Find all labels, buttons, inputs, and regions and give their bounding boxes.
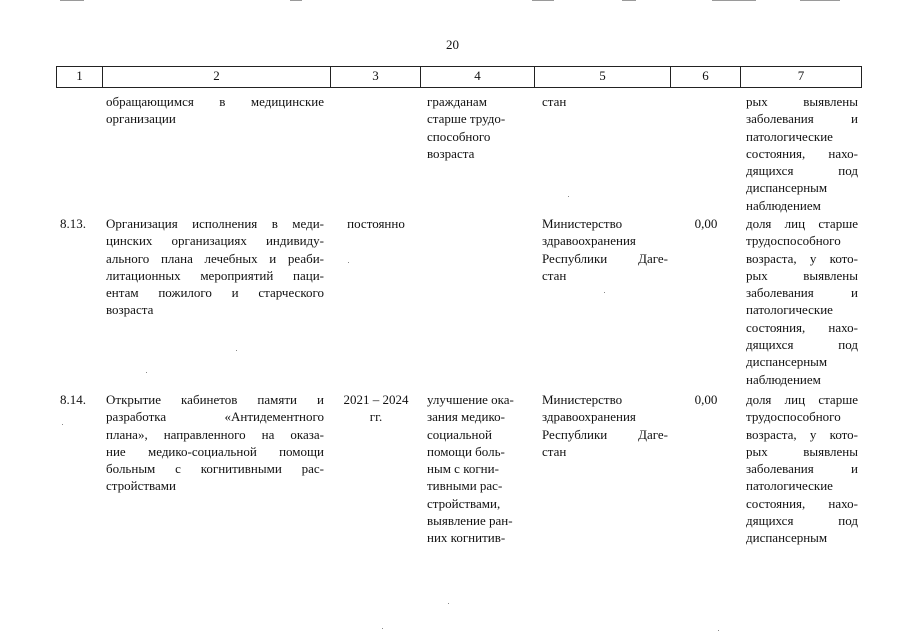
continuation-col4 — [427, 93, 535, 162]
text-line: состояния, нахо- — [746, 495, 858, 511]
header-col-5: 5 — [535, 67, 671, 87]
row-number: 8.13. — [60, 216, 86, 231]
text-line: 2021 – 2024 — [343, 392, 409, 407]
text-line: ального плана лечебных и реаби- — [106, 250, 324, 266]
text-line: Министерство — [542, 392, 623, 407]
text-line: старше трудо- — [427, 111, 506, 127]
text-line: состояния, нахо- — [746, 319, 858, 335]
row-executor — [542, 391, 668, 460]
text-line: стан — [542, 94, 567, 109]
text-line: диспансерным — [746, 354, 828, 370]
row-indicator — [746, 391, 858, 547]
text-line: диспансерным — [746, 530, 828, 546]
table-header-row — [56, 66, 862, 88]
text-line: заболевания и — [746, 461, 858, 477]
text-line: рых выявлены — [746, 94, 858, 109]
text-line: здравоохранения — [542, 409, 636, 425]
scan-line — [712, 0, 756, 1]
scan-speck — [568, 196, 569, 197]
text-line: обращающимся в медицинские — [106, 94, 324, 109]
text-line: дящихся под — [746, 513, 858, 529]
text-line: диспансерным — [746, 180, 828, 196]
row-indicator — [746, 215, 858, 388]
text-line: наблюдением — [746, 197, 821, 213]
text-line: улучшение ока- — [427, 392, 514, 407]
text-line: больным с когнитивными рас- — [106, 461, 324, 477]
text-line: Республики Даге- — [542, 250, 668, 266]
scan-speck — [146, 372, 147, 373]
text-line: наблюдением — [746, 371, 821, 387]
text-line: стан — [542, 267, 567, 283]
text-line: рых выявлены — [746, 443, 858, 459]
text-line: помощи боль- — [427, 443, 505, 459]
row-amount: 0,00 — [694, 392, 718, 407]
row-expected-result — [427, 391, 535, 547]
header-col-1: 1 — [57, 67, 103, 87]
text-line: гражданам — [427, 94, 487, 109]
text-line: разработка «Антидементного — [106, 409, 324, 425]
text-line: рых выявлены — [746, 267, 858, 283]
header-col-3: 3 — [331, 67, 421, 87]
text-line: выявление ран- — [427, 513, 513, 529]
text-line: здравоохранения — [542, 233, 636, 249]
text-line: них когнитив- — [427, 530, 506, 546]
text-line: трудоспособного — [746, 409, 841, 425]
text-line: тивными рас- — [427, 478, 503, 494]
text-line: Республики Даге- — [542, 426, 668, 442]
scan-line — [60, 0, 84, 1]
text-line: заболевания и — [746, 285, 858, 301]
text-line: патологические — [746, 302, 833, 318]
scan-speck — [382, 628, 383, 629]
text-line: цинских организациях индивиду- — [106, 233, 324, 249]
continuation-col5 — [542, 93, 670, 110]
page-number: 20 — [446, 37, 459, 52]
text-line: ние медико-социальной помощи — [106, 443, 324, 459]
text-line: заболевания и — [746, 111, 858, 127]
text-line: патологические — [746, 128, 833, 144]
text-line: ентам пожилого и старческого — [106, 285, 324, 301]
text-line: доля лиц старше — [746, 392, 858, 407]
scan-speck — [604, 292, 605, 293]
text-line: Открытие кабинетов памяти и — [106, 392, 324, 407]
row-executor — [542, 215, 668, 284]
scan-speck — [448, 603, 449, 604]
text-line: литационных мероприятий паци- — [106, 267, 324, 283]
text-line: возраста, у кото- — [746, 426, 858, 442]
text-line: стан — [542, 443, 567, 459]
header-col-7: 7 — [797, 68, 805, 83]
scan-speck — [236, 350, 237, 351]
row-term — [332, 215, 420, 232]
text-line: дящихся под — [746, 163, 858, 179]
text-line: стройствами — [106, 478, 176, 494]
text-line: постоянно — [347, 216, 405, 231]
header-col-6: 6 — [671, 67, 741, 87]
continuation-col2 — [106, 93, 324, 128]
text-line: состояния, нахо- — [746, 145, 858, 161]
text-line: доля лиц старше — [746, 216, 858, 231]
header-col-4: 4 — [421, 67, 535, 87]
row-number: 8.14. — [60, 392, 86, 407]
scan-line — [622, 0, 636, 1]
text-line: организации — [106, 111, 176, 127]
text-line: зания медико- — [427, 409, 505, 425]
scan-line — [290, 0, 302, 1]
text-line: гг. — [369, 409, 383, 425]
scan-speck — [718, 630, 719, 631]
text-line: патологические — [746, 478, 833, 494]
text-line: возраста — [427, 145, 475, 161]
row-description — [106, 215, 324, 319]
row-amount: 0,00 — [694, 216, 718, 231]
scan-line — [532, 0, 554, 1]
text-line: социальной — [427, 426, 492, 442]
text-line: плана», направленного на оказа- — [106, 426, 324, 442]
text-line: стройствами, — [427, 495, 501, 511]
row-description — [106, 391, 324, 495]
text-line: Министерство — [542, 216, 623, 231]
text-line: ным с когни- — [427, 461, 499, 477]
scan-line — [800, 0, 840, 1]
scan-speck — [62, 424, 63, 425]
row-term — [332, 391, 420, 426]
text-line: способного — [427, 128, 491, 144]
text-line: трудоспособного — [746, 233, 841, 249]
scan-speck — [348, 262, 349, 263]
text-line: возраста — [106, 302, 154, 318]
text-line: Организация исполнения в меди- — [106, 216, 324, 231]
continuation-col7 — [746, 93, 858, 214]
header-col-2: 2 — [103, 67, 331, 87]
text-line: дящихся под — [746, 337, 858, 353]
text-line: возраста, у кото- — [746, 250, 858, 266]
